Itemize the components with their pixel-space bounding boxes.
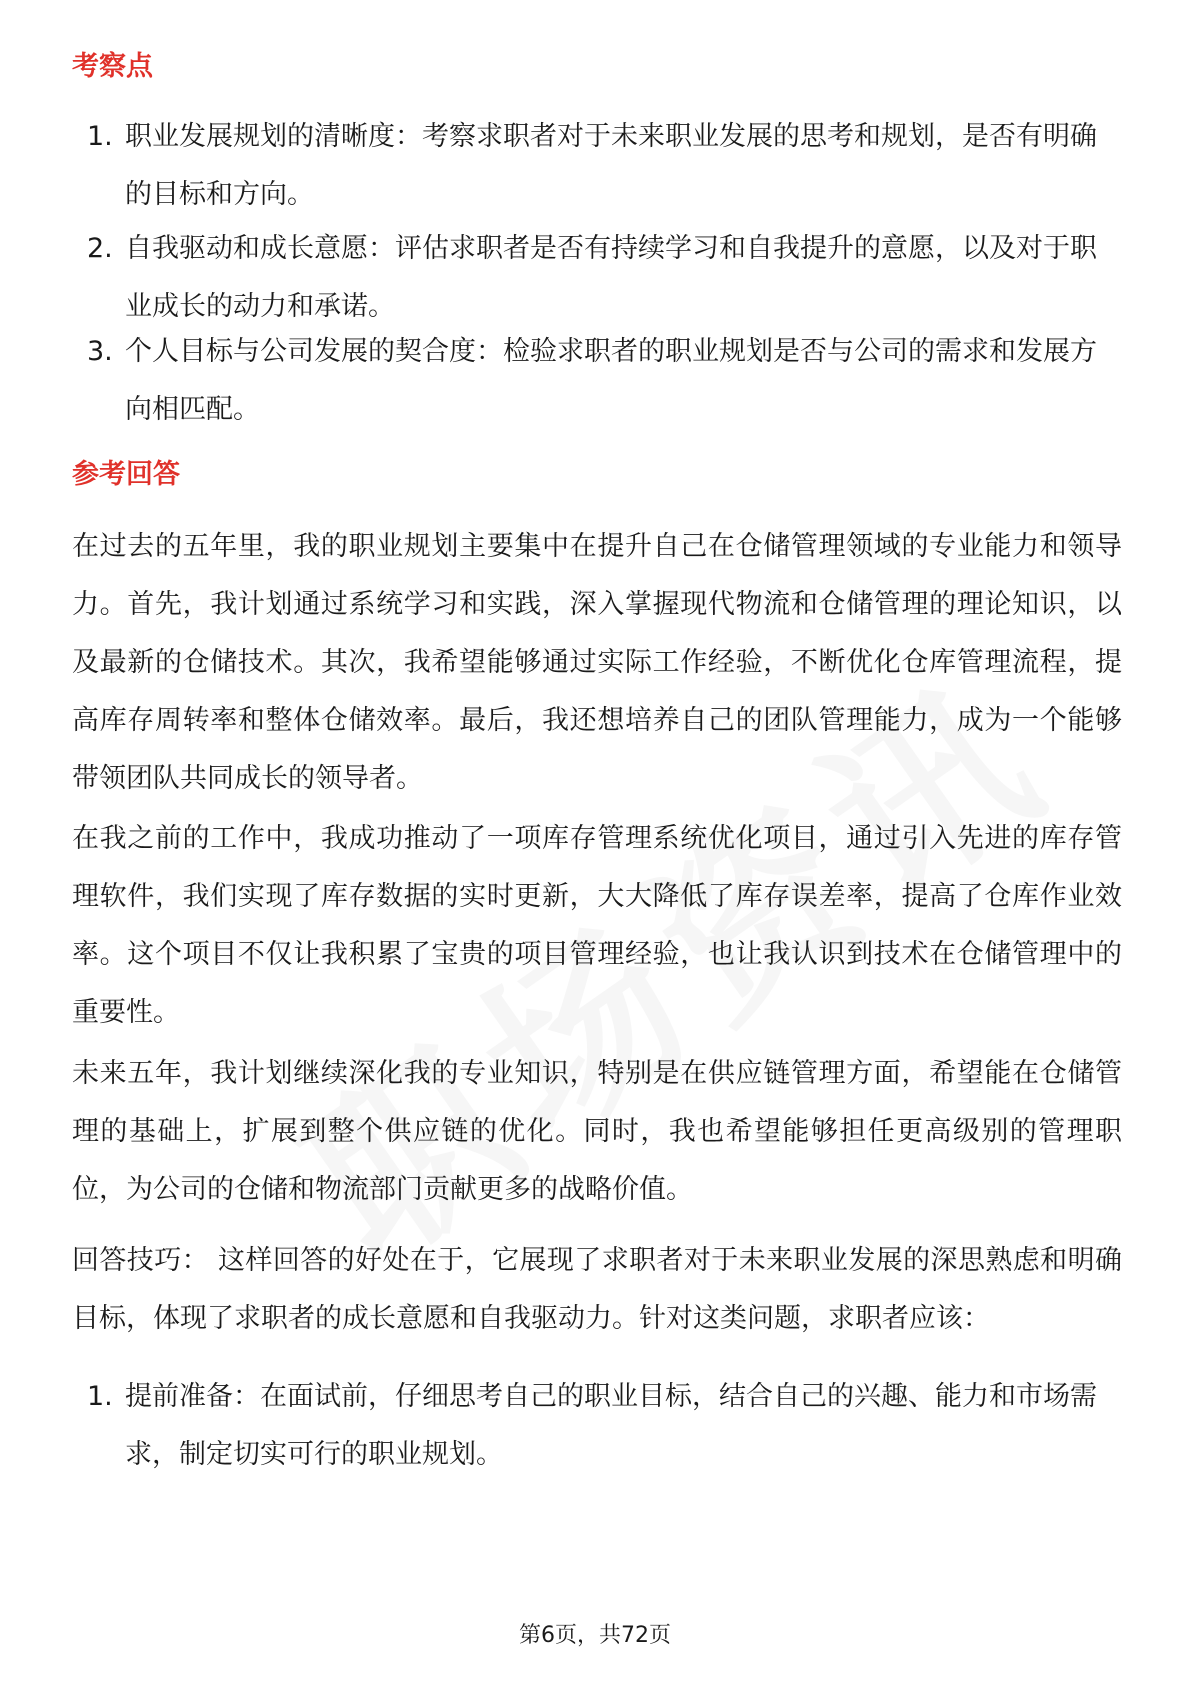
answer-tips-paragraph: 回答技巧： 这样回答的好处在于，它展现了求职者对于未来职业发展的深思熟虑和明确目标，体现了求职者的成长意愿和自我驱动力。针对这类问题，求职者应该： — [72, 1245, 1122, 1334]
tip-item — [72, 1368, 1122, 1484]
list-number: 1. — [87, 1381, 113, 1412]
list-text: 自我驱动和成长意愿：评估求职者是否有持续学习和自我提升的意愿，以及对于职业成长的动力和承诺。 — [125, 233, 1097, 322]
page-footer: 第6页，共72页 — [519, 1623, 671, 1648]
reference-answer-title: 参考回答 — [72, 459, 180, 490]
list-text: 职业发展规划的清晰度：考察求职者对于未来职业发展的思考和规划，是否有明确的目标和方向。 — [125, 121, 1097, 210]
list-text: 个人目标与公司发展的契合度：检验求职者的职业规划是否与公司的需求和发展方向相匹配。 — [125, 336, 1097, 425]
exam-points-title: 考察点 — [72, 51, 153, 82]
list-number: 1. — [87, 121, 113, 152]
answer-paragraph: 在我之前的工作中，我成功推动了一项库存管理系统优化项目，通过引入先进的库存管理软件，我们实现了库存数据的实时更新，大大降低了库存误差率，提高了仓库作业效率。这个项目不仅让我积累了宝贵的项目管理经验，也让我认识到技术在仓储管理中的重要性。 — [72, 823, 1122, 1028]
exam-point-item — [72, 220, 1122, 336]
list-number: 2. — [87, 233, 113, 264]
list-text: 提前准备：在面试前，仔细思考自己的职业目标，结合自己的兴趣、能力和市场需求，制定切实可行的职业规划。 — [125, 1381, 1097, 1470]
answer-paragraph: 在过去的五年里，我的职业规划主要集中在提升自己在仓储管理领域的专业能力和领导力。首先，我计划通过系统学习和实践，深入掌握现代物流和仓储管理的理论知识，以及最新的仓储技术。其次，我希望能够通过实际工作经验，不断优化仓库管理流程，提高库存周转率和整体仓储效率。最后，我还想培养自己的团队管理能力，成为一个能够带领团队共同成长的领导者。 — [72, 531, 1122, 794]
answer-paragraph: 未来五年，我计划继续深化我的专业知识，特别是在供应链管理方面，希望能在仓储管理的基础上，扩展到整个供应链的优化。同时，我也希望能够担任更高级别的管理职位，为公司的仓储和物流部门贡献更多的战略价值。 — [72, 1058, 1122, 1205]
list-number: 3. — [87, 336, 113, 367]
exam-point-item — [72, 323, 1122, 439]
exam-point-item — [72, 108, 1122, 224]
